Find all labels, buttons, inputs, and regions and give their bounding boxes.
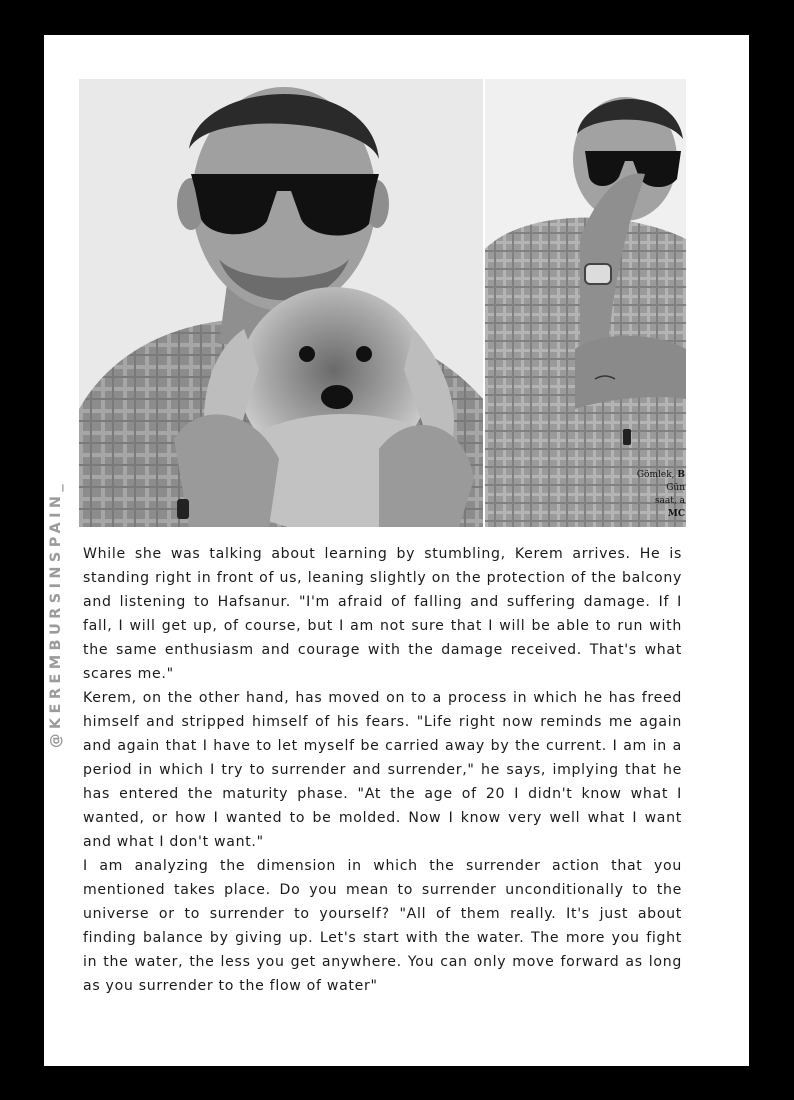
photo-man-with-dog: [79, 79, 483, 527]
caption-line-2: Gün: [666, 483, 685, 493]
photo-man-hand-on-face-graphic: [485, 79, 686, 527]
photo-man-with-dog-graphic: [79, 79, 483, 527]
magazine-page: [44, 35, 749, 1066]
article-paragraph-2: Kerem, on the other hand, has moved on to a process in which he has freed himself and stripped himself of his fears. "Life right now reminds me again and again that I have to let myself be carried away by the current. I am in a period in which I try to surrender and surrender," he says, implying that he has entered the maturity phase. "At the age of 20 I didn't know what I wanted, or how I wanted to be molded. Now I know very well what I want and what I don't want.": [83, 690, 682, 850]
article-paragraph-1: While she was talking about learning by stumbling, Kerem arrives. He is standing right in front of us, leaning slightly on the protection of the balcony and listening to Hafsanur. "I'm afraid of falling and suffering damage. If I fall, I will get up, of course, but I am not sure that I will be able to run with the same enthusiasm and courage with the damage received. That's what scares me.": [83, 546, 682, 682]
photo-caption: [637, 469, 686, 521]
article-paragraph-3: I am analyzing the dimension in which the surrender action that you mentioned takes place. Do you mean to surrender unconditionally to the universe or to surrender to yourself? "All of them really. It's just about finding balance by giving up. Let's start with the water. The more you fight in the water, the less you get anywhere. You can only move forward as long as you surrender to the flow of water": [83, 858, 682, 994]
caption-line-4: MC: [667, 509, 685, 519]
caption-line-1: Gömlek, B: [636, 470, 685, 480]
photo-man-hand-on-face: [485, 79, 686, 527]
caption-line-3: saat, a: [654, 496, 685, 506]
article-body: [83, 542, 682, 998]
watermark-handle: @KEREMBURSINSPAIN_: [48, 479, 64, 748]
